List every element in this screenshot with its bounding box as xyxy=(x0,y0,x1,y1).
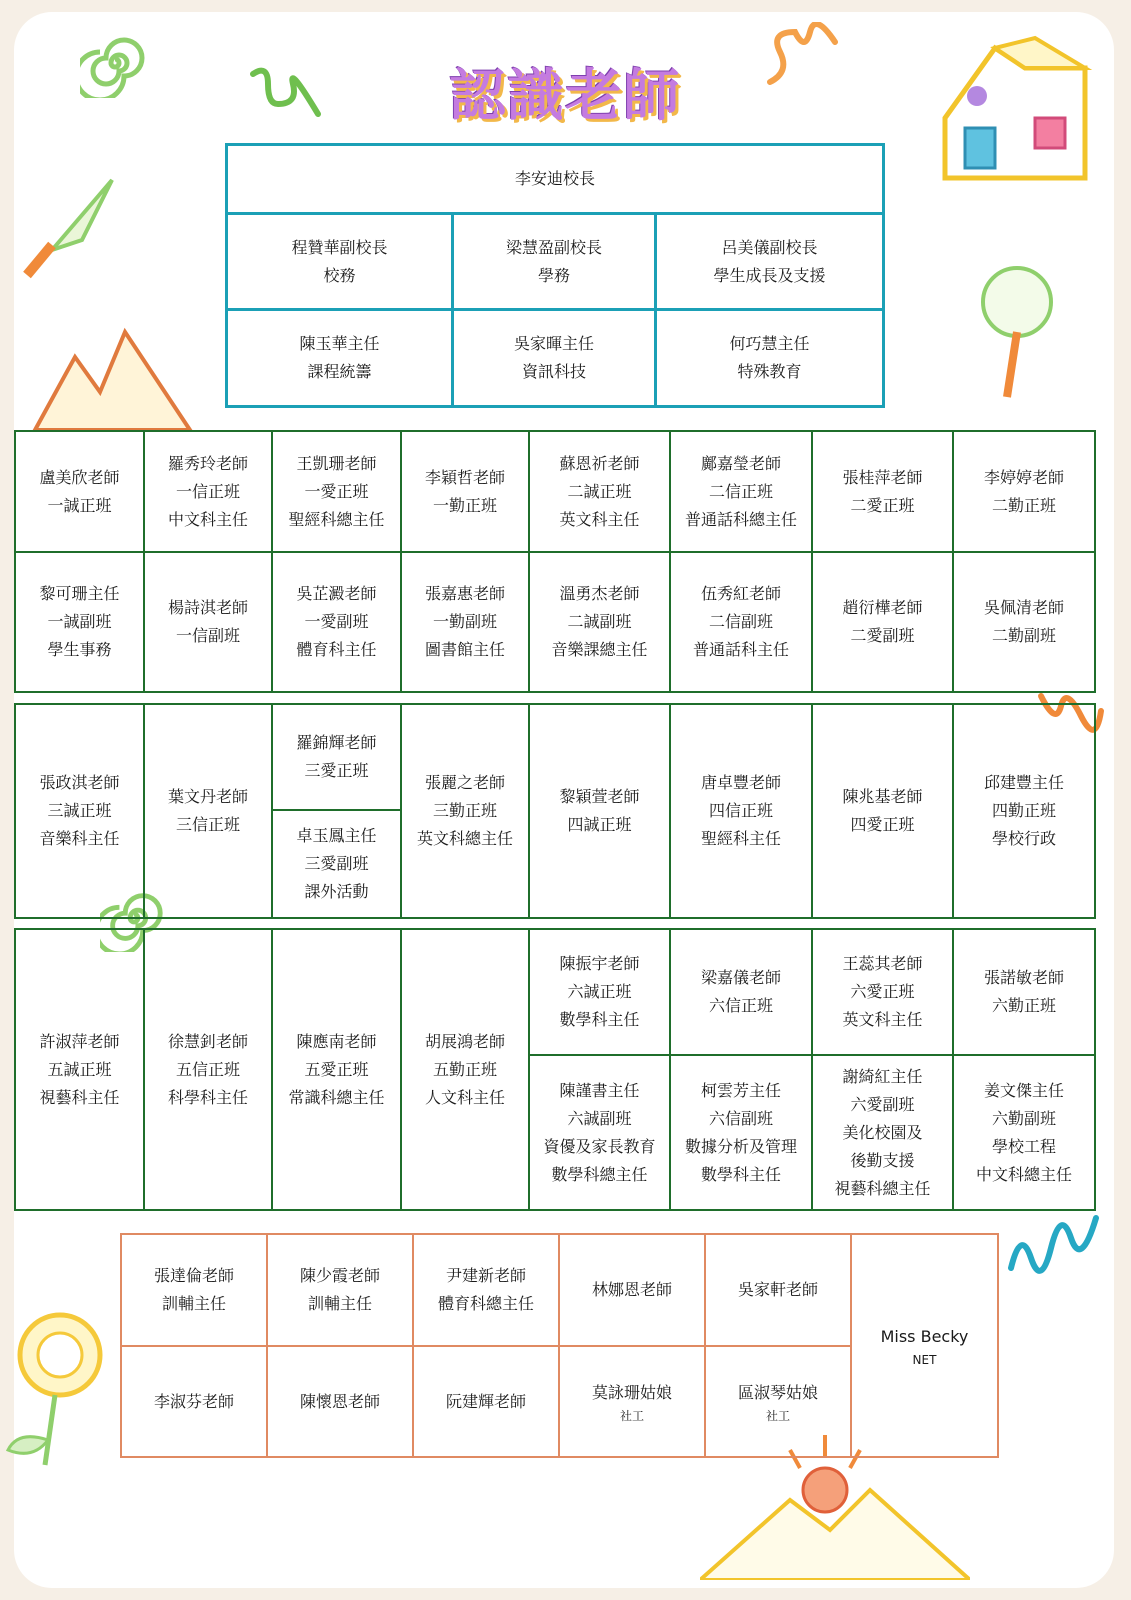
teacher-name: 張桂萍老師 xyxy=(842,467,923,487)
teacher-role-line: 音樂課總主任 xyxy=(551,640,648,659)
vice-principal-name: 程贊華副校長 xyxy=(291,237,388,257)
teacher-name: 陳謹書主任 xyxy=(559,1080,640,1100)
teacher-name: 陳振宇老師 xyxy=(559,954,640,973)
teacher-role-line: 普通話科總主任 xyxy=(684,509,797,529)
teacher-cell xyxy=(272,929,401,1210)
flower-doodle xyxy=(0,1300,120,1470)
teacher-role-line: 圖書館主任 xyxy=(424,640,505,659)
vice-principal-role: 學務 xyxy=(537,265,570,285)
teacher-cell xyxy=(670,431,812,552)
teacher-name: 張諾敏老師 xyxy=(983,968,1064,987)
teacher-role-line: 科學科主任 xyxy=(167,1087,248,1107)
director-role: 課程統籌 xyxy=(307,362,372,381)
squiggle-doodle xyxy=(1006,1208,1106,1278)
teacher-role-line: 一信副班 xyxy=(175,626,240,645)
teacher-cell xyxy=(812,1055,953,1210)
teacher-role-line: 一勤副班 xyxy=(432,612,497,631)
teacher-role-line: 美化校園及 xyxy=(842,1122,923,1142)
teacher-name: 張達倫老師 xyxy=(153,1266,234,1285)
teacher-cell xyxy=(670,704,812,918)
teacher-cell xyxy=(15,929,144,1210)
teacher-role-line: 後勤支援 xyxy=(850,1150,915,1170)
table-row xyxy=(15,929,1095,1055)
teacher-name: 陳懷恩老師 xyxy=(299,1391,380,1411)
teacher-role-line: 英文科主任 xyxy=(842,1010,923,1029)
teacher-role-line: 學校工程 xyxy=(991,1136,1056,1156)
teacher-name: 吳家軒老師 xyxy=(737,1280,818,1299)
teacher-cell xyxy=(812,431,953,552)
teacher-role-line: 三愛副班 xyxy=(304,854,369,873)
teacher-role-line: 五愛正班 xyxy=(304,1059,369,1079)
p1-p2-teacher-table xyxy=(14,430,1096,693)
teacher-role-line: 二信副班 xyxy=(708,612,773,631)
teacher-cell xyxy=(529,1055,670,1210)
p3-p4-teacher-table xyxy=(14,703,1096,919)
staff-cell xyxy=(559,1234,705,1346)
teacher-role-line: 英文科總主任 xyxy=(416,829,513,848)
teacher-cell xyxy=(529,431,670,552)
teacher-cell xyxy=(670,552,812,692)
teacher-role-line: 六誠正班 xyxy=(567,982,632,1001)
teacher-role-line: 普通話科主任 xyxy=(692,640,789,659)
teacher-role-line: 人文科主任 xyxy=(424,1087,505,1107)
teacher-role-line: 四信正班 xyxy=(708,801,773,820)
teacher-role-line: 二誠副班 xyxy=(567,612,632,631)
teacher-role-line: 數學科主任 xyxy=(559,1010,640,1029)
teacher-cell xyxy=(953,552,1095,692)
admin-table xyxy=(225,143,885,408)
teacher-cell xyxy=(401,929,529,1210)
teacher-name: 吳芷澱老師 xyxy=(296,584,377,603)
teacher-role-line: 資優及家長教育 xyxy=(543,1136,656,1156)
teacher-name: 唐卓豐老師 xyxy=(700,773,781,792)
teacher-role-line: 三信正班 xyxy=(175,815,240,834)
teacher-role-line: 體育科總主任 xyxy=(437,1294,534,1313)
vice-principal-cell xyxy=(656,214,884,310)
teacher-cell xyxy=(953,1055,1095,1210)
teacher-role-line: 六誠副班 xyxy=(567,1108,632,1128)
vice-principal-cell xyxy=(227,214,453,310)
teacher-role-line: 五勤正班 xyxy=(432,1059,497,1079)
teacher-name: 張政淇老師 xyxy=(39,773,120,792)
teacher-name: 區淑琴姑娘 xyxy=(737,1382,818,1402)
staff-cell xyxy=(705,1234,851,1346)
teacher-name: 陳應南老師 xyxy=(296,1031,377,1051)
net-teacher-role: NET xyxy=(912,1352,937,1367)
tree-doodle xyxy=(972,262,1062,402)
teacher-role-line: 六勤副班 xyxy=(991,1108,1056,1128)
teacher-role-line: 一誠正班 xyxy=(47,495,112,515)
teacher-role-line: 中文科主任 xyxy=(167,509,248,529)
teacher-role-line: 三愛正班 xyxy=(304,761,369,780)
teacher-role-line: 訓輔主任 xyxy=(307,1294,372,1313)
tree-doodle xyxy=(22,170,122,280)
teacher-role-line: 聖經科總主任 xyxy=(288,509,385,529)
teacher-cell xyxy=(812,929,953,1055)
teacher-role-line: 數據分析及管理 xyxy=(684,1136,797,1156)
teacher-name: 陳少霞老師 xyxy=(299,1266,380,1285)
teacher-name: 許淑萍老師 xyxy=(39,1031,120,1051)
teacher-role-line: 六愛正班 xyxy=(850,982,915,1001)
teacher-role-line: 二勤正班 xyxy=(991,495,1056,515)
teacher-role-line: 六愛副班 xyxy=(850,1094,915,1114)
teacher-role-line: 英文科主任 xyxy=(559,509,640,529)
table-row xyxy=(121,1234,998,1346)
teacher-name: 尹建新老師 xyxy=(445,1266,526,1285)
teacher-role-line: 體育科主任 xyxy=(296,640,377,659)
teacher-role-line: 六信副班 xyxy=(708,1108,773,1128)
teacher-name: 胡展鴻老師 xyxy=(424,1031,505,1051)
principal-cell xyxy=(227,145,884,214)
principal-name: 李安迪校長 xyxy=(514,169,595,188)
teacher-name: 蘇恩祈老師 xyxy=(559,453,640,473)
teacher-name: 姜文傑主任 xyxy=(983,1080,1064,1100)
teacher-role-line: 學生事務 xyxy=(47,640,112,659)
teacher-name: 張嘉惠老師 xyxy=(424,584,505,603)
table-row xyxy=(15,552,1095,692)
director-name: 何巧慧主任 xyxy=(729,334,810,353)
teacher-cell xyxy=(953,704,1095,918)
teacher-cell xyxy=(15,704,144,918)
teacher-name: 趙衍樺老師 xyxy=(842,598,923,617)
staff-cell xyxy=(413,1234,559,1346)
teacher-name: 楊詩淇老師 xyxy=(167,598,248,617)
teacher-role-line: 數學科主任 xyxy=(700,1164,781,1184)
teacher-name: 王凱珊老師 xyxy=(296,453,377,473)
staff-cell xyxy=(267,1346,413,1457)
teacher-role-line: 常識科總主任 xyxy=(288,1087,385,1107)
teacher-role-line: 二信正班 xyxy=(708,481,773,501)
teacher-role-line: 一誠副班 xyxy=(47,612,112,631)
net-teacher-name: Miss Becky xyxy=(880,1326,969,1346)
vice-principal-name: 梁慧盈副校長 xyxy=(505,237,602,257)
staff-cell xyxy=(121,1234,267,1346)
teacher-name: 謝綺紅主任 xyxy=(842,1066,923,1086)
teacher-role-line: 中文科總主任 xyxy=(975,1164,1072,1184)
teacher-role-line: 二愛正班 xyxy=(850,495,915,515)
teacher-role-line: 三勤正班 xyxy=(432,801,497,820)
net-teacher-cell xyxy=(851,1234,998,1457)
teacher-name: 伍秀紅老師 xyxy=(700,584,781,603)
teacher-name: 柯雲芳主任 xyxy=(700,1080,781,1100)
teacher-cell xyxy=(144,704,272,918)
teacher-cell xyxy=(15,431,144,552)
teacher-cell xyxy=(670,929,812,1055)
teacher-cell xyxy=(272,431,401,552)
teacher-name: 阮建輝老師 xyxy=(445,1391,526,1411)
teacher-role-line: 一愛副班 xyxy=(304,612,369,631)
teacher-role-line: 視藝科總主任 xyxy=(834,1178,931,1198)
teacher-role-line: 一信正班 xyxy=(175,481,240,501)
teacher-name: 盧美欣老師 xyxy=(39,467,120,487)
teacher-cell xyxy=(144,431,272,552)
teacher-role-line: 一勤正班 xyxy=(432,495,497,515)
staff-cell xyxy=(413,1346,559,1457)
teacher-role-line: 視藝科主任 xyxy=(39,1087,120,1107)
teacher-role-line: 六信正班 xyxy=(708,996,773,1015)
table-row xyxy=(15,431,1095,552)
teacher-role-line: 訓輔主任 xyxy=(161,1294,226,1313)
teacher-role-line: 五誠正班 xyxy=(47,1059,112,1079)
teacher-cell xyxy=(272,552,401,692)
teacher-role-line: 數學科總主任 xyxy=(551,1164,648,1184)
teacher-name: 張麗之老師 xyxy=(424,773,505,792)
teacher-role-line: 一愛正班 xyxy=(304,481,369,501)
vice-principal-role: 校務 xyxy=(323,265,356,285)
teacher-name: 黎穎萱老師 xyxy=(559,787,640,806)
teacher-name: 李淑芬老師 xyxy=(153,1391,234,1411)
director-cell xyxy=(453,310,656,407)
teacher-name: 李穎哲老師 xyxy=(424,467,505,487)
teacher-cell xyxy=(812,552,953,692)
teacher-name: 王蕊其老師 xyxy=(842,954,923,973)
teacher-cell xyxy=(953,929,1095,1055)
teacher-cell xyxy=(529,552,670,692)
teacher-cell xyxy=(272,704,401,810)
page-title: 認識老師 xyxy=(449,64,682,129)
teacher-role-line: 社工 xyxy=(765,1408,790,1423)
teacher-cell xyxy=(401,704,529,918)
table-row xyxy=(15,704,1095,810)
teacher-name: 羅秀玲老師 xyxy=(167,453,248,473)
teacher-role-line: 五信正班 xyxy=(175,1059,240,1079)
teacher-cell xyxy=(401,431,529,552)
vice-principal-role: 學生成長及支援 xyxy=(713,265,826,285)
teacher-cell xyxy=(15,552,144,692)
teacher-name: 李婷婷老師 xyxy=(983,467,1064,487)
teacher-cell xyxy=(529,929,670,1055)
teacher-role-line: 二誠正班 xyxy=(567,481,632,501)
teacher-role-line: 課外活動 xyxy=(304,882,369,901)
teacher-name: 邱建豐主任 xyxy=(983,773,1064,792)
teacher-role-line: 二勤副班 xyxy=(991,626,1056,645)
teacher-cell xyxy=(529,704,670,918)
teacher-cell xyxy=(272,810,401,918)
teacher-name: 莫詠珊姑娘 xyxy=(591,1382,672,1402)
teacher-name: 陳兆基老師 xyxy=(842,787,923,806)
other-staff-table xyxy=(120,1233,999,1458)
teacher-name: 葉文丹老師 xyxy=(167,787,248,806)
teacher-cell xyxy=(812,704,953,918)
teacher-name: 羅錦輝老師 xyxy=(296,733,377,752)
staff-cell xyxy=(267,1234,413,1346)
director-cell xyxy=(656,310,884,407)
director-role: 特殊教育 xyxy=(737,362,802,381)
teacher-role-line: 六勤正班 xyxy=(991,996,1056,1015)
teacher-cell xyxy=(401,552,529,692)
teacher-name: 鄺嘉瑩老師 xyxy=(700,453,781,473)
staff-cell xyxy=(121,1346,267,1457)
teacher-cell xyxy=(953,431,1095,552)
director-name: 吳家暉主任 xyxy=(513,334,594,353)
teacher-name: 黎可珊主任 xyxy=(39,584,120,603)
mountains-doodle xyxy=(30,312,195,432)
director-role: 資訊科技 xyxy=(521,362,586,381)
teacher-role-line: 音樂科主任 xyxy=(39,829,120,848)
teacher-name: 梁嘉儀老師 xyxy=(700,968,781,987)
teacher-name: 林娜恩老師 xyxy=(591,1280,672,1299)
teacher-role-line: 四勤正班 xyxy=(991,801,1056,820)
teacher-role-line: 四愛正班 xyxy=(850,815,915,834)
teacher-cell xyxy=(670,1055,812,1210)
teacher-name: 溫勇杰老師 xyxy=(559,584,640,603)
teacher-role-line: 二愛副班 xyxy=(850,626,915,645)
teacher-name: 徐慧釗老師 xyxy=(167,1031,248,1051)
teacher-cell xyxy=(144,552,272,692)
teacher-role-line: 三誠正班 xyxy=(47,801,112,820)
vice-principal-cell xyxy=(453,214,656,310)
teacher-name: 吳佩清老師 xyxy=(983,598,1064,617)
teacher-role-line: 四誠正班 xyxy=(567,815,632,834)
teacher-role-line: 社工 xyxy=(619,1408,644,1423)
teacher-cell xyxy=(144,929,272,1210)
vice-principal-name: 呂美儀副校長 xyxy=(721,237,818,257)
director-name: 陳玉華主任 xyxy=(299,334,380,353)
teacher-role-line: 學校行政 xyxy=(991,829,1056,848)
teacher-name: 卓玉鳳主任 xyxy=(296,826,377,845)
staff-cell xyxy=(559,1346,705,1457)
director-cell xyxy=(227,310,453,407)
teacher-role-line: 聖經科主任 xyxy=(700,829,781,848)
staff-cell xyxy=(705,1346,851,1457)
p5-p6-teacher-table xyxy=(14,928,1096,1211)
